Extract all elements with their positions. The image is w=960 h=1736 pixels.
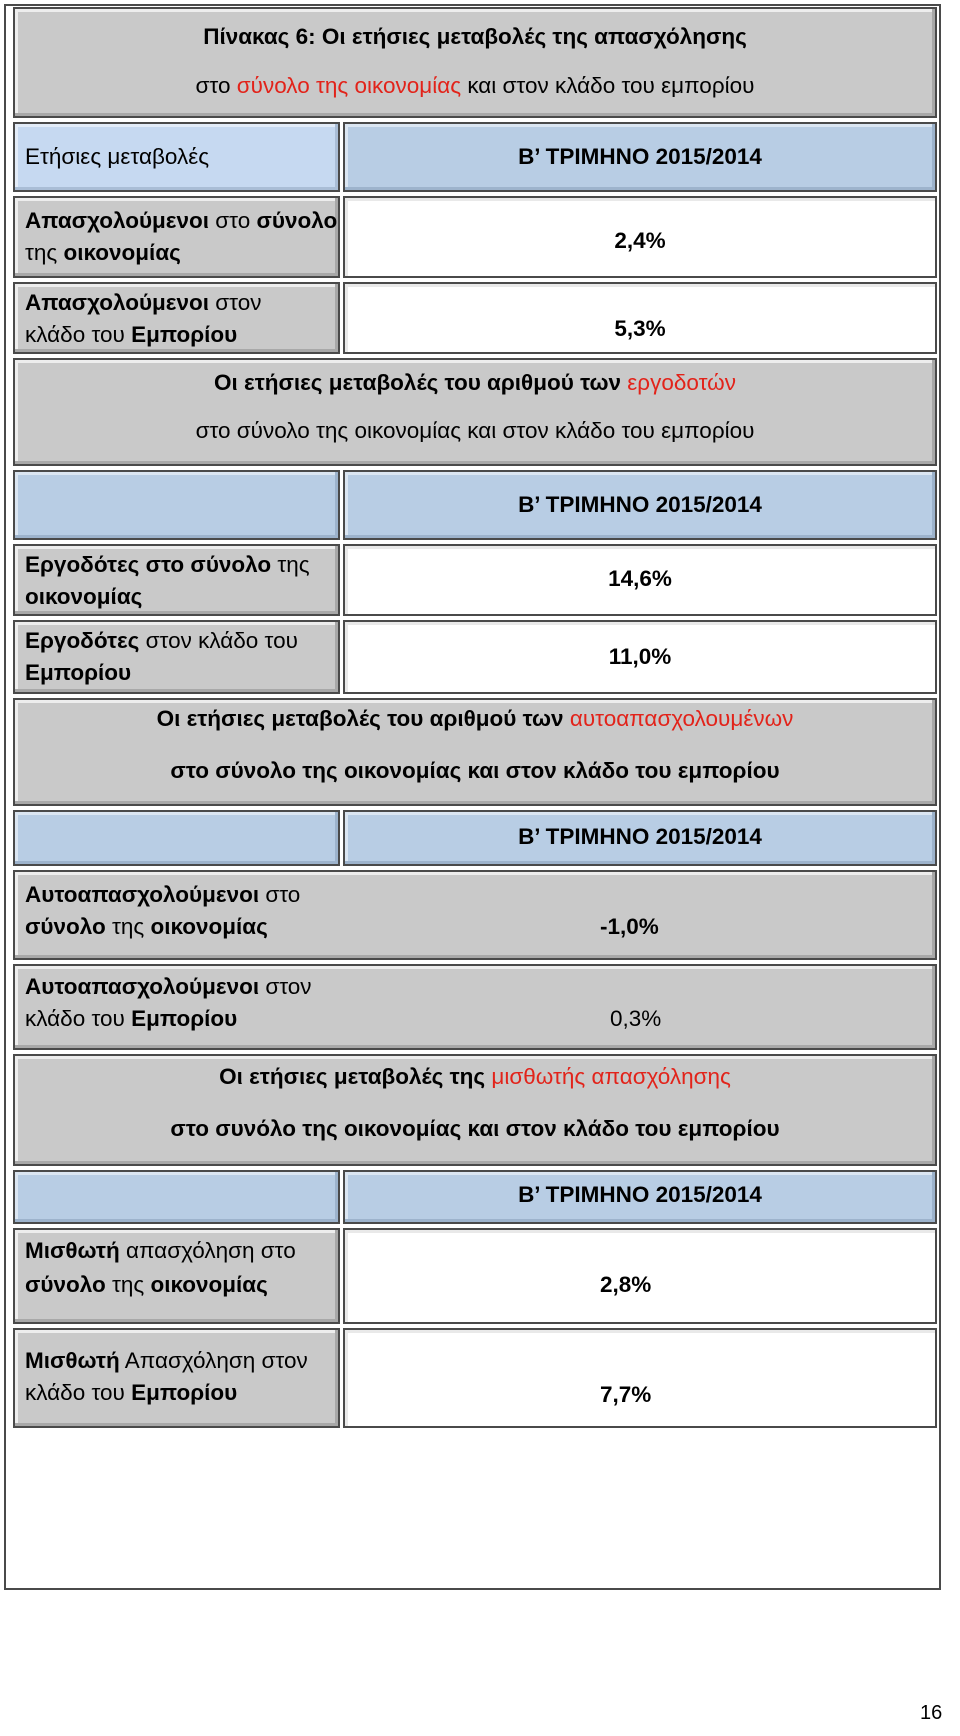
table-title-line2: στο σύνολο της οικονομίας και στον κλάδο του εμπορίου [195, 73, 755, 98]
section4-row1-label: Μισθωτή απασχόληση στο σύνολο της οικονομίας [13, 1228, 340, 1324]
section4-blank-header [13, 1170, 340, 1224]
section2-blank-header [13, 470, 340, 540]
section1-row2-label: Απασχολούμενοι στον κλάδο του Εμπορίου [13, 282, 340, 354]
section3-row1-value: -1,0% [600, 914, 659, 939]
section2-row1-label: Εργοδότες στο σύνολο της οικονομίας [13, 544, 340, 616]
section4-period-header: Β’ ΤΡΙΜΗΝΟ 2015/2014 [343, 1170, 937, 1224]
section4-row1-value: 2,8% [343, 1228, 937, 1324]
section4-row2-value: 7,7% [343, 1328, 937, 1428]
section2-period-header: Β’ ΤΡΙΜΗΝΟ 2015/2014 [343, 470, 937, 540]
section3-row2-label: Αυτοαπασχολούμενοι στον κλάδο του Εμπορίου 0,3% [13, 964, 937, 1050]
section2-row1-value: 14,6% [343, 544, 937, 616]
section1-row1-label: Απασχολούμενοι στο σύνολο της οικονομίας [13, 196, 340, 278]
table-title-cell [13, 7, 937, 118]
section1-period-header: Β’ ΤΡΙΜΗΝΟ 2015/2014 [343, 122, 937, 192]
page-number: 16 [920, 1702, 943, 1724]
section4-row2-label: Μισθωτή Απασχόληση στον κλάδο του Εμπορίου [13, 1328, 340, 1428]
section2-row2-value: 11,0% [343, 620, 937, 694]
section2-header: Οι ετήσιες μεταβολές του αριθμού των εργοδοτών στο σύνολο της οικονομίας και στον κλάδο του εμπορίου [13, 358, 937, 466]
section1-row1-value: 2,4% [343, 196, 937, 278]
section3-blank-header [13, 810, 340, 866]
section3-row1-label: Αυτοαπασχολούμενοι στο σύνολο της οικονομίας -1,0% [13, 870, 937, 960]
section3-row2-value: 0,3% [610, 1006, 662, 1031]
section3-period-header: Β’ ΤΡΙΜΗΝΟ 2015/2014 [343, 810, 937, 866]
section3-header: Οι ετήσιες μεταβολές του αριθμού των αυτοαπασχολουμένων στο σύνολο της οικονομίας και στον κλάδο του εμπορίου [13, 698, 937, 806]
section4-header: Οι ετήσιες μεταβολές της μισθωτής απασχόλησης στο συνόλο της οικονομίας και στον κλάδο του εμπορίου [13, 1054, 937, 1166]
section1-row2-value: 5,3% [343, 282, 937, 354]
section2-row2-label: Εργοδότες στον κλάδο του Εμπορίου [13, 620, 340, 694]
table-title-line1: Πίνακας 6: Οι ετήσιες μεταβολές της απασχόλησης [203, 24, 747, 49]
section1-label-header: Ετήσιες μεταβολές [13, 122, 340, 192]
